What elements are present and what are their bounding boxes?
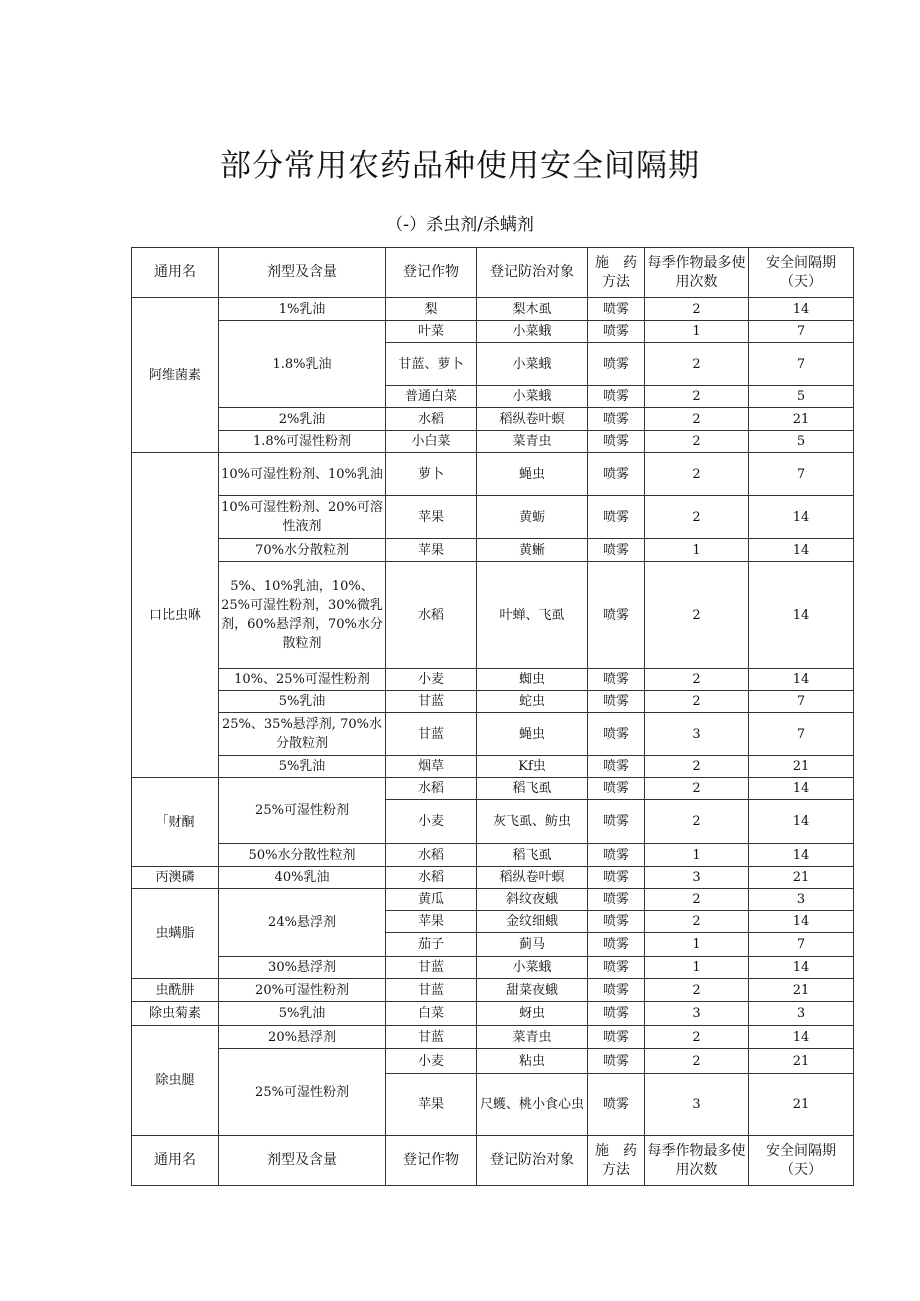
max-times: 2 (645, 496, 749, 539)
target-pest: 黄蜥 (477, 539, 588, 562)
formulation: 5%乳油 (219, 1002, 386, 1026)
max-times: 1 (645, 957, 749, 979)
safe-interval: 7 (749, 321, 854, 343)
formulation: 5%乳油 (219, 756, 386, 778)
max-times: 3 (645, 1074, 749, 1136)
safe-interval: 7 (749, 713, 854, 756)
formulation: 1%乳油 (219, 298, 386, 321)
formulation: 20%悬浮剂 (219, 1026, 386, 1049)
crop: 水稻 (386, 844, 477, 867)
header-method: 施 药方法 (588, 248, 645, 298)
table-row (132, 691, 854, 713)
pesticide-name: 「财酮 (132, 778, 219, 867)
method: 喷雾 (588, 979, 645, 1002)
formulation: 2%乳油 (219, 408, 386, 431)
target-pest: 黄蛎 (477, 496, 588, 539)
target-pest: 金纹细蛾 (477, 911, 588, 933)
safe-interval: 21 (749, 756, 854, 778)
crop: 苹果 (386, 496, 477, 539)
table-row (132, 844, 854, 867)
method: 喷雾 (588, 453, 645, 496)
safe-interval: 14 (749, 1026, 854, 1049)
formulation: 30%悬浮剂 (219, 957, 386, 979)
safe-interval: 21 (749, 867, 854, 889)
target-pest: 稻飞虱 (477, 778, 588, 800)
target-pest: 灰飞虱、鲂虫 (477, 800, 588, 844)
table-row (132, 713, 854, 756)
pesticide-name: 虫酰肼 (132, 979, 219, 1002)
formulation: 20%可湿性粉剂 (219, 979, 386, 1002)
safe-interval: 14 (749, 844, 854, 867)
target-pest: Kf虫 (477, 756, 588, 778)
max-times: 2 (645, 778, 749, 800)
max-times: 2 (645, 1026, 749, 1049)
safe-interval: 14 (749, 911, 854, 933)
target-pest: 小菜蛾 (477, 957, 588, 979)
method: 喷雾 (588, 539, 645, 562)
pesticide-name: 除虫腿 (132, 1026, 219, 1136)
safe-interval: 14 (749, 669, 854, 691)
method: 喷雾 (588, 867, 645, 889)
header-target: 登记防治对象 (477, 248, 588, 298)
max-times: 2 (645, 562, 749, 669)
safe-interval: 14 (749, 957, 854, 979)
method: 喷雾 (588, 800, 645, 844)
table-row (132, 669, 854, 691)
header-form: 剂型及含量 (219, 248, 386, 298)
safe-interval: 3 (749, 1002, 854, 1026)
formulation: 1.8%乳油 (219, 321, 386, 408)
max-times: 3 (645, 1002, 749, 1026)
header-interval: 安全间隔期（天） (749, 248, 854, 298)
header-form: 剂型及含量 (219, 1136, 386, 1186)
crop: 水稻 (386, 867, 477, 889)
header-crop: 登记作物 (386, 248, 477, 298)
table-row (132, 756, 854, 778)
target-pest: 菜青虫 (477, 431, 588, 453)
safe-interval: 21 (749, 1074, 854, 1136)
max-times: 2 (645, 431, 749, 453)
pesticide-name: 阿维菌素 (132, 298, 219, 453)
crop: 烟草 (386, 756, 477, 778)
max-times: 2 (645, 979, 749, 1002)
target-pest: 蝇虫 (477, 713, 588, 756)
table-row (132, 408, 854, 431)
max-times: 2 (645, 386, 749, 408)
method: 喷雾 (588, 957, 645, 979)
method: 喷雾 (588, 889, 645, 911)
formulation: 70%水分散粒剂 (219, 539, 386, 562)
crop: 小麦 (386, 669, 477, 691)
max-times: 2 (645, 343, 749, 386)
table-row (132, 496, 854, 539)
header-method: 施 药方法 (588, 1136, 645, 1186)
target-pest: 稻纵卷叶螟 (477, 408, 588, 431)
table-row (132, 1002, 854, 1026)
table-row (132, 453, 854, 496)
formulation: 25%、35%悬浮剂, 70%水分散粒剂 (219, 713, 386, 756)
formulation: 5%、10%乳油，10%、25%可湿性粉剂，30%微乳剂，60%悬浮剂，70%水分散粒剂 (219, 562, 386, 669)
safe-interval: 14 (749, 778, 854, 800)
target-pest: 蛇虫 (477, 691, 588, 713)
table-row (132, 867, 854, 889)
formulation: 25%可湿性粉剂 (219, 778, 386, 844)
max-times: 2 (645, 756, 749, 778)
table-row (132, 539, 854, 562)
crop: 苹果 (386, 1074, 477, 1136)
method: 喷雾 (588, 298, 645, 321)
formulation: 10%可湿性粉剂、10%乳油 (219, 453, 386, 496)
pesticide-name: 丙澳磷 (132, 867, 219, 889)
method: 喷雾 (588, 431, 645, 453)
formulation: 10%可湿性粉剂、20%可溶性液剂 (219, 496, 386, 539)
target-pest: 尺蠖、桃小食心虫 (477, 1074, 588, 1136)
formulation: 5%乳油 (219, 691, 386, 713)
crop: 小麦 (386, 800, 477, 844)
crop: 甘蓝 (386, 691, 477, 713)
safe-interval: 14 (749, 496, 854, 539)
crop: 梨 (386, 298, 477, 321)
crop: 水稻 (386, 778, 477, 800)
safe-interval: 21 (749, 979, 854, 1002)
header-name: 通用名 (132, 1136, 219, 1186)
crop: 甘蓝 (386, 957, 477, 979)
max-times: 1 (645, 321, 749, 343)
pesticide-interval-table (131, 247, 854, 1186)
target-pest: 稻纵卷叶螟 (477, 867, 588, 889)
target-pest: 菜青虫 (477, 1026, 588, 1049)
method: 喷雾 (588, 408, 645, 431)
table-row (132, 562, 854, 669)
header-interval: 安全间隔期（天） (749, 1136, 854, 1186)
max-times: 2 (645, 800, 749, 844)
formulation: 50%水分散性粒剂 (219, 844, 386, 867)
max-times: 1 (645, 933, 749, 957)
max-times: 2 (645, 453, 749, 496)
target-pest: 小菜蛾 (477, 343, 588, 386)
target-pest: 小菜蛾 (477, 321, 588, 343)
target-pest: 粘虫 (477, 1049, 588, 1074)
method: 喷雾 (588, 669, 645, 691)
formulation: 24%悬浮剂 (219, 889, 386, 957)
header-name: 通用名 (132, 248, 219, 298)
crop: 甘蓝 (386, 1026, 477, 1049)
header-crop: 登记作物 (386, 1136, 477, 1186)
header-times: 每季作物最多使用次数 (645, 1136, 749, 1186)
crop: 水稻 (386, 562, 477, 669)
max-times: 2 (645, 911, 749, 933)
max-times: 2 (645, 669, 749, 691)
crop: 苹果 (386, 911, 477, 933)
safe-interval: 5 (749, 431, 854, 453)
safe-interval: 7 (749, 933, 854, 957)
table-row (132, 979, 854, 1002)
safe-interval: 14 (749, 539, 854, 562)
safe-interval: 5 (749, 386, 854, 408)
pesticide-name: 口比虫咻 (132, 453, 219, 778)
max-times: 3 (645, 867, 749, 889)
method: 喷雾 (588, 1026, 645, 1049)
crop: 苹果 (386, 539, 477, 562)
safe-interval: 7 (749, 691, 854, 713)
target-pest: 蓟马 (477, 933, 588, 957)
crop: 甘蓝、萝卜 (386, 343, 477, 386)
pesticide-name: 除虫菊素 (132, 1002, 219, 1026)
target-pest: 甜菜夜蛾 (477, 979, 588, 1002)
crop: 甘蓝 (386, 713, 477, 756)
method: 喷雾 (588, 1002, 645, 1026)
method: 喷雾 (588, 778, 645, 800)
max-times: 3 (645, 713, 749, 756)
formulation: 10%、25%可湿性粉剂 (219, 669, 386, 691)
target-pest: 蚜虫 (477, 1002, 588, 1026)
method: 喷雾 (588, 844, 645, 867)
safe-interval: 7 (749, 343, 854, 386)
table-row (132, 1026, 854, 1049)
safe-interval: 14 (749, 800, 854, 844)
safe-interval: 7 (749, 453, 854, 496)
table-row (132, 957, 854, 979)
safe-interval: 14 (749, 298, 854, 321)
method: 喷雾 (588, 911, 645, 933)
target-pest: 叶蝉、飞虱 (477, 562, 588, 669)
max-times: 2 (645, 298, 749, 321)
page-title: 部分常用农药品种使用安全间隔期 (220, 148, 700, 184)
method: 喷雾 (588, 321, 645, 343)
header-times: 每季作物最多使用次数 (645, 248, 749, 298)
formulation: 1.8%可湿性粉剂 (219, 431, 386, 453)
max-times: 1 (645, 539, 749, 562)
table-row (132, 321, 854, 343)
target-pest: 小菜蛾 (477, 386, 588, 408)
max-times: 2 (645, 408, 749, 431)
crop: 小麦 (386, 1049, 477, 1074)
section-subtitle: （-）杀虫剂/杀螨剂 (386, 215, 534, 235)
table-row (132, 1049, 854, 1074)
method: 喷雾 (588, 496, 645, 539)
table-row (132, 778, 854, 800)
crop: 黄瓜 (386, 889, 477, 911)
crop: 小白菜 (386, 431, 477, 453)
max-times: 2 (645, 889, 749, 911)
crop: 叶菜 (386, 321, 477, 343)
crop: 普通白菜 (386, 386, 477, 408)
method: 喷雾 (588, 562, 645, 669)
target-pest: 梨木虱 (477, 298, 588, 321)
target-pest: 斜纹夜蛾 (477, 889, 588, 911)
method: 喷雾 (588, 691, 645, 713)
table-row (132, 889, 854, 911)
pesticide-name: 虫螨脂 (132, 889, 219, 979)
target-pest: 蜘虫 (477, 669, 588, 691)
crop: 萝卜 (386, 453, 477, 496)
header-target: 登记防治对象 (477, 1136, 588, 1186)
method: 喷雾 (588, 1074, 645, 1136)
crop: 甘蓝 (386, 979, 477, 1002)
method: 喷雾 (588, 933, 645, 957)
formulation: 40%乳油 (219, 867, 386, 889)
safe-interval: 14 (749, 562, 854, 669)
max-times: 2 (645, 691, 749, 713)
table-row (132, 298, 854, 321)
safe-interval: 3 (749, 889, 854, 911)
method: 喷雾 (588, 756, 645, 778)
crop: 水稻 (386, 408, 477, 431)
table-footer-header-row (132, 1136, 854, 1186)
table-header-row (132, 248, 854, 298)
max-times: 1 (645, 844, 749, 867)
max-times: 2 (645, 1049, 749, 1074)
table-row (132, 431, 854, 453)
method: 喷雾 (588, 386, 645, 408)
formulation: 25%可湿性粉剂 (219, 1049, 386, 1136)
crop: 白菜 (386, 1002, 477, 1026)
method: 喷雾 (588, 343, 645, 386)
safe-interval: 21 (749, 1049, 854, 1074)
method: 喷雾 (588, 1049, 645, 1074)
crop: 茄子 (386, 933, 477, 957)
safe-interval: 21 (749, 408, 854, 431)
method: 喷雾 (588, 713, 645, 756)
target-pest: 稻飞虱 (477, 844, 588, 867)
target-pest: 蝇虫 (477, 453, 588, 496)
